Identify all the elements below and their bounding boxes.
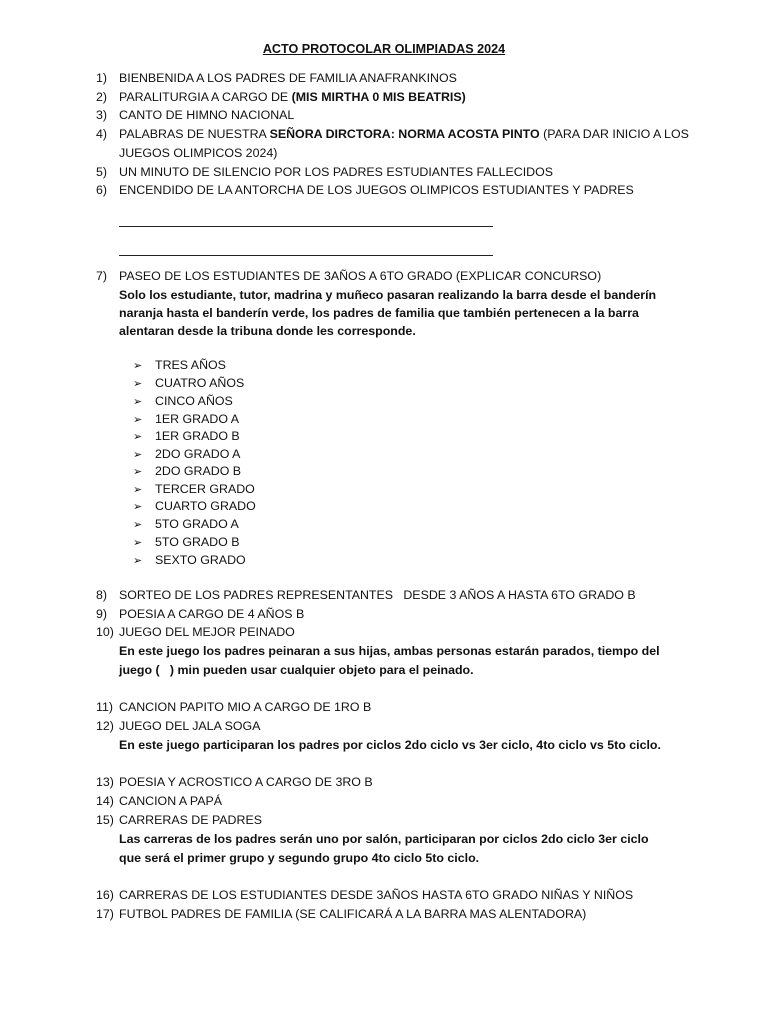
arrow-bullet-icon: ➢ <box>133 537 143 549</box>
item-description: naranja hasta el banderín verde, los padres de familia que también pertenecen a la barra <box>119 306 639 320</box>
arrow-bullet-icon: ➢ <box>133 484 143 496</box>
list-item: 16) CARRERAS DE LOS ESTUDIANTES DESDE 3AÑOS HASTA 6TO GRADO NIÑAS Y NIÑOS <box>96 888 634 902</box>
arrow-bullet-icon: ➢ <box>133 466 143 478</box>
grade-item: ➢ TERCER GRADO <box>133 480 255 499</box>
arrow-bullet-icon: ➢ <box>133 396 143 408</box>
arrow-bullet-icon: ➢ <box>133 360 143 372</box>
list-item: 15) CARRERAS DE PADRES <box>96 813 262 827</box>
item-description: En este juego los padres peinaran a sus hijas, ambas personas estarán parados, tiempo del <box>119 644 660 658</box>
arrow-bullet-icon: ➢ <box>133 414 143 426</box>
item-description: Solo los estudiante, tutor, madrina y muñeco pasaran realizando la barra desde el banderín <box>119 288 657 302</box>
list-item: 3) CANTO DE HIMNO NACIONAL <box>96 108 295 122</box>
grade-item: ➢ CINCO AÑOS <box>133 392 233 411</box>
grade-item: ➢ TRES AÑOS <box>133 356 226 375</box>
blank-line <box>119 255 493 256</box>
list-item: 2) PARALITURGIA A CARGO DE (MIS MIRTHA 0 MIS BEATRIS) <box>96 90 466 104</box>
grade-item: ➢ 5TO GRADO B <box>133 533 239 552</box>
list-item: 17) FUTBOL PADRES DE FAMILIA (SE CALIFICARÁ A LA BARRA MAS ALENTADORA) <box>96 907 587 921</box>
list-item: 11) CANCION PAPITO MIO A CARGO DE 1RO B <box>96 700 372 714</box>
item-description: alentaran desde la tribuna donde les corresponde. <box>119 324 416 338</box>
grade-item: ➢ 5TO GRADO A <box>133 515 239 534</box>
grade-item: ➢ CUARTO GRADO <box>133 497 256 516</box>
grade-item: ➢ CUATRO AÑOS <box>133 374 244 393</box>
list-item: 14) CANCION A PAPÁ <box>96 794 223 808</box>
grade-item: ➢ 1ER GRADO A <box>133 410 239 429</box>
arrow-bullet-icon: ➢ <box>133 431 143 443</box>
list-item-continuation: JUEGOS OLIMPICOS 2024) <box>119 146 278 160</box>
list-item: 13) POESIA Y ACROSTICO A CARGO DE 3RO B <box>96 775 373 789</box>
list-item: 12) JUEGO DEL JALA SOGA <box>96 719 261 733</box>
list-item: 7) PASEO DE LOS ESTUDIANTES DE 3AÑOS A 6TO GRADO (EXPLICAR CONCURSO) <box>96 269 602 283</box>
list-item: 4) PALABRAS DE NUESTRA SEÑORA DIRCTORA: NORMA ACOSTA PINTO (PARA DAR INICIO A LOS <box>96 127 689 141</box>
arrow-bullet-icon: ➢ <box>133 378 143 390</box>
arrow-bullet-icon: ➢ <box>133 519 143 531</box>
list-item: 1) BIENBENIDA A LOS PADRES DE FAMILIA ANAFRANKINOS <box>96 71 457 85</box>
list-item: 5) UN MINUTO DE SILENCIO POR LOS PADRES ESTUDIANTES FALLECIDOS <box>96 165 553 179</box>
arrow-bullet-icon: ➢ <box>133 555 143 567</box>
arrow-bullet-icon: ➢ <box>133 449 143 461</box>
list-item: 8) SORTEO DE LOS PADRES REPRESENTANTES DESDE 3 AÑOS A HASTA 6TO GRADO B <box>96 588 636 602</box>
item-description: En este juego participaran los padres por ciclos 2do ciclo vs 3er ciclo, 4to ciclo vs 5to ciclo. <box>119 738 661 752</box>
arrow-bullet-icon: ➢ <box>133 501 143 513</box>
list-item: 10) JUEGO DEL MEJOR PEINADO <box>96 625 295 639</box>
list-item: 9) POESIA A CARGO DE 4 AÑOS B <box>96 607 305 621</box>
item-description: juego ( ) min pueden usar cualquier objeto para el peinado. <box>119 663 474 677</box>
blank-line <box>119 226 493 227</box>
document-title: ACTO PROTOCOLAR OLIMPIADAS 2024 <box>262 42 506 56</box>
item-description: que será el primer grupo y segundo grupo 4to ciclo 5to ciclo. <box>119 851 480 865</box>
item-description: Las carreras de los padres serán uno por salón, participaran por ciclos 2do ciclo 3er ciclo <box>119 832 649 846</box>
grade-item: ➢ 2DO GRADO A <box>133 445 240 464</box>
list-item: 6) ENCENDIDO DE LA ANTORCHA DE LOS JUEGOS OLIMPICOS ESTUDIANTES Y PADRES <box>96 183 634 197</box>
grade-item: ➢ SEXTO GRADO <box>133 551 246 570</box>
grade-item: ➢ 1ER GRADO B <box>133 427 240 446</box>
grade-item: ➢ 2DO GRADO B <box>133 462 241 481</box>
